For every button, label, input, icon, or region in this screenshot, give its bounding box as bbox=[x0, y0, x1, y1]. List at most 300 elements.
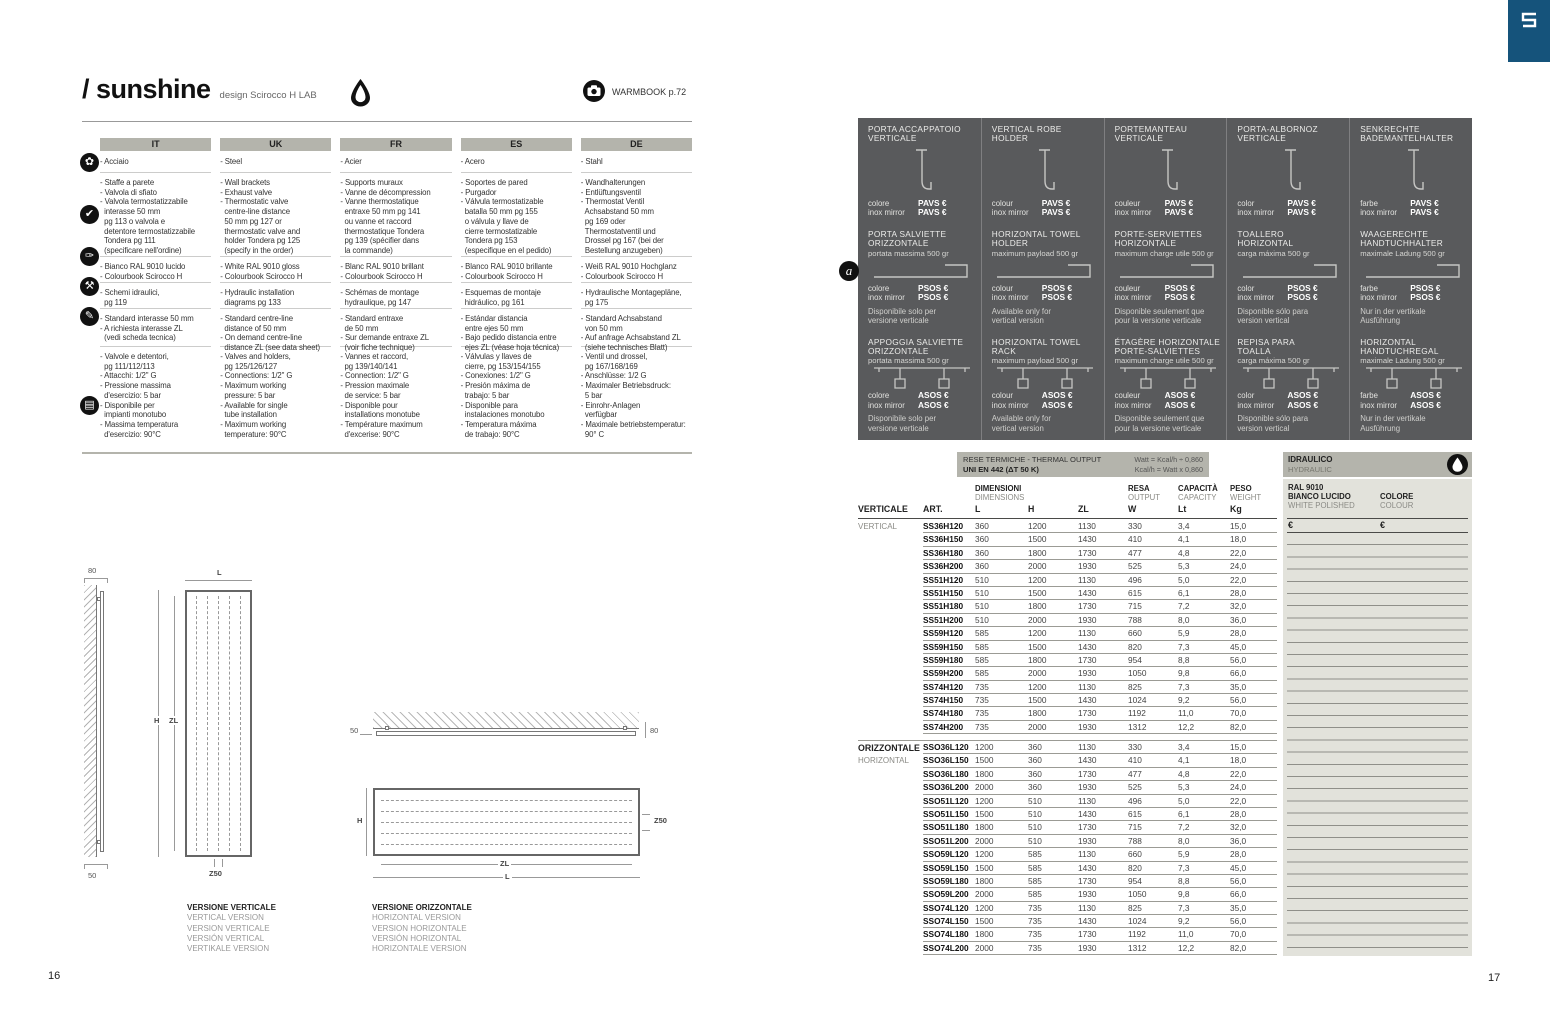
price-row-lines bbox=[1287, 533, 1468, 954]
accessory-note: Disponibile solo per versione verticale bbox=[868, 414, 937, 433]
spec-text-line: - Stahl bbox=[580, 157, 603, 166]
value-cell: 2000 bbox=[975, 835, 994, 846]
formula-kcal: Kcal/h = Watt x 0,860 bbox=[1134, 464, 1203, 474]
value-cell: 1930 bbox=[1078, 782, 1097, 793]
accessory-block bbox=[1360, 125, 1467, 218]
spec-text-line: - Thermostatic valve bbox=[220, 197, 289, 207]
spec-text-line: von 50 mm bbox=[580, 323, 623, 333]
value-cell: 1430 bbox=[1078, 587, 1097, 598]
spec-text-line: Bestellung anzugeben) bbox=[580, 245, 663, 255]
spec-text-line: pg 111/112/113 bbox=[100, 361, 155, 371]
value-cell: 496 bbox=[1128, 574, 1142, 585]
units-header-row bbox=[858, 504, 1277, 514]
water-drop-icon bbox=[349, 78, 372, 112]
spec-text-line: - Maximale betriebstemperatur: bbox=[580, 419, 686, 429]
table-row bbox=[923, 862, 1277, 875]
spec-text-line: - Esquemas de montaje bbox=[460, 288, 541, 297]
spec-section bbox=[100, 346, 211, 449]
value-cell: 66,0 bbox=[1230, 668, 1247, 679]
accessory-title: HORIZONTAL HANDTUCHREGAL bbox=[1360, 336, 1439, 357]
horizontal-rows bbox=[923, 741, 1277, 955]
accessory-price-row: color PAVS € bbox=[1237, 197, 1316, 208]
spec-text-line: 50 mm pg 127 or bbox=[220, 216, 282, 226]
spec-section bbox=[340, 346, 451, 449]
value-cell: 510 bbox=[1028, 822, 1042, 833]
accessory-price-row: inox mirror PAVS € bbox=[868, 207, 947, 218]
note-badge: a bbox=[839, 261, 859, 281]
accessory-capacity: carga máxima 500 gr bbox=[1237, 356, 1310, 366]
accessory-price-row: inox mirror PAVS € bbox=[1237, 207, 1316, 218]
thermal-norm: UNI EN 442 (ΔT 50 K) bbox=[963, 464, 1039, 474]
spec-text-line: - Acciaio bbox=[100, 157, 129, 166]
dim-line bbox=[185, 580, 252, 581]
value-cell: 1430 bbox=[1078, 641, 1097, 652]
value-cell: 1800 bbox=[975, 822, 994, 833]
spec-column-uk bbox=[220, 138, 331, 449]
value-cell: 585 bbox=[1028, 889, 1042, 900]
table-row bbox=[923, 754, 1277, 767]
value-cell: 585 bbox=[1028, 849, 1042, 860]
accessory-price-row: inox mirror PAVS € bbox=[1360, 207, 1439, 218]
spec-section bbox=[100, 172, 211, 256]
article-code: SSO51L150 bbox=[923, 808, 969, 819]
article-code: SS59H200 bbox=[923, 668, 964, 679]
spec-text-line: - Wandhalterungen bbox=[580, 178, 646, 187]
spec-column-es bbox=[461, 138, 572, 449]
dim-L: L bbox=[217, 568, 222, 577]
value-cell: 330 bbox=[1128, 742, 1142, 752]
accessory-note: Nur in der vertikale Ausführung bbox=[1360, 414, 1426, 433]
dim-Z50: Z50 bbox=[209, 869, 222, 878]
value-cell: 510 bbox=[975, 601, 989, 612]
spec-column-header: UK bbox=[220, 138, 331, 151]
spec-text-line: - Wall brackets bbox=[220, 178, 270, 187]
dim-80-right: 80 bbox=[650, 726, 659, 735]
article-code: SSO51L120 bbox=[923, 795, 969, 806]
value-cell: 1130 bbox=[1078, 574, 1096, 585]
steel-icon: ✿ bbox=[80, 153, 99, 172]
spec-text-line: - Pressione massima bbox=[100, 381, 171, 391]
spec-text-line: - Valvola termostatizzabile bbox=[100, 197, 188, 207]
spec-section bbox=[461, 256, 572, 282]
holder-icon bbox=[1115, 258, 1222, 284]
holder-icon bbox=[868, 258, 976, 284]
table-row bbox=[923, 560, 1277, 573]
spec-text-line: - Válvulas y llaves de bbox=[460, 352, 532, 361]
value-cell: 1312 bbox=[1128, 942, 1147, 953]
value-cell: 660 bbox=[1128, 849, 1142, 860]
value-cell: 35,0 bbox=[1230, 902, 1247, 913]
spec-text-line: hidráulico, pg 161 bbox=[460, 297, 525, 307]
value-cell: 1730 bbox=[1078, 768, 1097, 779]
table-row bbox=[923, 795, 1277, 808]
table-row bbox=[923, 641, 1277, 654]
value-cell: 615 bbox=[1128, 587, 1142, 598]
value-cell: 1930 bbox=[1078, 561, 1097, 572]
value-cell: 1200 bbox=[1028, 681, 1047, 692]
spec-text-line: distance ZL (see data sheet) bbox=[220, 343, 321, 353]
holder-icon bbox=[1237, 258, 1344, 284]
accessory-title: ÉTAGÈRE HORIZONTALE PORTE-SALVIETTES bbox=[1114, 336, 1221, 357]
spec-column-header: IT bbox=[100, 138, 211, 151]
accessory-price-row: colour PAVS € bbox=[991, 197, 1071, 208]
value-cell: 1130 bbox=[1078, 742, 1096, 752]
value-cell: 36,0 bbox=[1230, 835, 1247, 846]
colour-icon: ✑ bbox=[80, 247, 99, 266]
table-row bbox=[923, 520, 1277, 533]
value-cell: 18,0 bbox=[1230, 534, 1247, 545]
brand-logo-icon bbox=[1518, 10, 1540, 62]
spec-text-line: - Standard Achsabstand bbox=[580, 314, 662, 323]
spec-section bbox=[340, 308, 451, 353]
accessory-block bbox=[992, 125, 1099, 218]
spec-text-line: - Standard entraxe bbox=[340, 314, 404, 323]
value-cell: 735 bbox=[975, 695, 989, 706]
accessory-price-row: farbe PAVS € bbox=[1360, 197, 1439, 208]
article-code: SSO51L180 bbox=[923, 822, 969, 833]
spec-text-line: (specificare nell'ordine) bbox=[100, 245, 182, 255]
caption-line: VERSION VERTICALE bbox=[187, 923, 270, 933]
table-row bbox=[923, 694, 1277, 707]
value-cell: 22,0 bbox=[1230, 768, 1247, 779]
value-cell: 1500 bbox=[1028, 587, 1047, 598]
accessories-column-fr bbox=[1104, 118, 1227, 440]
accessory-price-row: farbe ASOS € bbox=[1360, 390, 1441, 401]
spec-section bbox=[581, 282, 692, 308]
accessory-price-row: inox mirror ASOS € bbox=[1114, 399, 1196, 410]
value-cell: 22,0 bbox=[1230, 795, 1247, 806]
value-cell: 525 bbox=[1128, 561, 1142, 572]
value-cell: 66,0 bbox=[1230, 889, 1247, 900]
caption-line: VERSIONE ORIZZONTALE bbox=[372, 903, 472, 912]
dim-80-top: 80 bbox=[88, 566, 97, 575]
value-cell: 5,3 bbox=[1178, 561, 1190, 572]
accessory-note: Available only for vertical version bbox=[991, 306, 1052, 326]
spec-text-line: (especifique en el pedido) bbox=[460, 245, 552, 255]
euro-symbol: € bbox=[1288, 520, 1294, 530]
value-cell: 4,1 bbox=[1178, 534, 1190, 545]
accessory-block bbox=[1237, 125, 1344, 218]
spec-text-line: - Vanne thermostatique bbox=[340, 197, 419, 207]
value-cell: 735 bbox=[1028, 916, 1042, 927]
value-cell: 1430 bbox=[1078, 755, 1097, 766]
value-cell: 12,2 bbox=[1178, 942, 1195, 953]
value-cell: 1730 bbox=[1078, 708, 1097, 719]
spec-text-line: 5 bar bbox=[580, 390, 603, 400]
accessory-title: HORIZONTAL TOWEL HOLDER bbox=[991, 228, 1081, 249]
value-cell: 8,0 bbox=[1178, 835, 1190, 846]
section-label-vertical-en: VERTICAL bbox=[858, 522, 897, 531]
spec-text-line: - Válvula termostatizable bbox=[460, 197, 544, 207]
col-group-dimensions: DIMENSIONI DIMENSIONS bbox=[975, 484, 1025, 502]
value-cell: 1500 bbox=[975, 862, 994, 873]
value-cell: 82,0 bbox=[1230, 942, 1247, 953]
value-cell: 1200 bbox=[1028, 521, 1047, 531]
spec-section bbox=[220, 172, 331, 256]
table-row bbox=[923, 587, 1277, 600]
value-cell: 5,9 bbox=[1178, 849, 1190, 860]
table-row bbox=[923, 627, 1277, 640]
table-row bbox=[923, 768, 1277, 781]
table-row bbox=[923, 600, 1277, 613]
spec-text-line: - Thermostat Ventil bbox=[580, 197, 645, 207]
accessory-price-row: inox mirror PSOS € bbox=[1114, 292, 1195, 303]
accessory-capacity: maximum charge utile 500 gr bbox=[1114, 356, 1214, 366]
table-row bbox=[923, 681, 1277, 694]
spec-text-line: - Attacchi: 1/2" G bbox=[100, 371, 157, 381]
spec-section bbox=[461, 346, 572, 449]
accessory-price-row: couleur ASOS € bbox=[1114, 390, 1196, 401]
value-cell: 2000 bbox=[1028, 721, 1047, 732]
spec-text-line: Thermostatventil und bbox=[580, 226, 656, 236]
vertical-side-panel bbox=[100, 591, 104, 852]
value-cell: 820 bbox=[1128, 862, 1142, 873]
spec-text-line: pg 169 oder bbox=[580, 216, 626, 226]
value-cell: 510 bbox=[1028, 808, 1042, 819]
spec-text-line: tube installation bbox=[220, 410, 277, 420]
spec-text-line: - Bajo pedido distancia entre bbox=[460, 333, 557, 343]
spec-text-line: - On demand centre-line bbox=[220, 333, 302, 343]
unit-header-cell: H bbox=[1028, 504, 1035, 514]
spec-text-line: - Soportes de pared bbox=[460, 178, 528, 187]
spec-section bbox=[220, 256, 331, 282]
warmbook-ref bbox=[583, 80, 686, 104]
warmbook-label: WARMBOOK p.72 bbox=[612, 87, 687, 97]
spec-text-line: - Auf anfrage Achsabstand ZL bbox=[580, 333, 681, 343]
spec-column-header: FR bbox=[340, 138, 451, 151]
spec-text-line: - Standard interasse 50 mm bbox=[100, 314, 194, 323]
col-group-output: RESA OUTPUT bbox=[1128, 484, 1161, 502]
rack-icon bbox=[1360, 365, 1467, 391]
table-row bbox=[923, 888, 1277, 901]
value-cell: 15,0 bbox=[1230, 521, 1247, 531]
spec-text-line: pg 125/126/127 bbox=[220, 361, 278, 371]
value-cell: 735 bbox=[975, 721, 989, 732]
holder-icon bbox=[1360, 258, 1467, 284]
product-title: / sunshine bbox=[82, 74, 211, 104]
accessory-price-row: colore PAVS € bbox=[868, 197, 947, 208]
value-cell: 1800 bbox=[1028, 654, 1047, 665]
accessory-price-row: inox mirror PAVS € bbox=[991, 207, 1071, 218]
value-cell: 330 bbox=[1128, 521, 1142, 531]
value-cell: 7,3 bbox=[1178, 641, 1190, 652]
spec-text-line: cierre termostatizable bbox=[460, 226, 538, 236]
rack-icon bbox=[1237, 365, 1344, 391]
spec-section bbox=[460, 308, 572, 353]
accessory-block bbox=[868, 125, 976, 218]
spec-text-line: - Acier bbox=[340, 157, 362, 166]
value-cell: 1730 bbox=[1078, 601, 1097, 612]
value-cell: 585 bbox=[975, 654, 989, 665]
article-code: SSO59L200 bbox=[923, 889, 969, 900]
value-cell: 1730 bbox=[1078, 929, 1097, 940]
spec-text-line: - Connections: 1/2" G bbox=[220, 371, 293, 381]
value-cell: 585 bbox=[975, 641, 989, 652]
pencil-icon: ✎ bbox=[80, 307, 99, 326]
col-group-weight: PESO WEIGHT bbox=[1230, 484, 1262, 502]
spec-text-line: distance of 50 mm bbox=[220, 323, 287, 333]
panel-tube-line bbox=[229, 596, 230, 851]
article-code: SSO36L150 bbox=[923, 755, 969, 766]
value-cell: 22,0 bbox=[1230, 547, 1247, 558]
value-cell: 820 bbox=[1128, 641, 1142, 652]
dim-50-bottom: 50 bbox=[88, 871, 97, 880]
value-cell: 56,0 bbox=[1230, 695, 1247, 706]
drop-icon bbox=[1447, 454, 1468, 480]
spec-text-line: thermostatic valve and bbox=[220, 226, 301, 236]
table-divider bbox=[858, 518, 1277, 519]
dim-H: H bbox=[154, 716, 160, 725]
spec-text-line: - Colourbook Scirocco H bbox=[460, 271, 543, 281]
spec-text-line: - Temperatura máxima bbox=[460, 419, 537, 429]
spec-text-line: pg 119 bbox=[100, 297, 127, 307]
spec-text-line: d'esercizio: 90°C bbox=[100, 429, 161, 439]
accessory-price-row: inox mirror PAVS € bbox=[1114, 207, 1194, 218]
value-cell: 410 bbox=[1128, 755, 1142, 766]
price-col-colour: COLORE COLOUR bbox=[1380, 492, 1414, 511]
value-cell: 1930 bbox=[1078, 942, 1097, 953]
value-cell: 24,0 bbox=[1230, 561, 1247, 572]
value-cell: 1200 bbox=[1028, 628, 1047, 639]
accessory-price-row: color ASOS € bbox=[1237, 390, 1319, 401]
spec-section bbox=[220, 308, 331, 353]
value-cell: 9,2 bbox=[1178, 916, 1190, 927]
value-cell: 6,1 bbox=[1178, 587, 1190, 598]
value-cell: 477 bbox=[1128, 547, 1142, 558]
value-cell: 22,0 bbox=[1230, 574, 1247, 585]
value-cell: 32,0 bbox=[1230, 822, 1247, 833]
spec-text-line: - Bianco RAL 9010 lucido bbox=[100, 262, 186, 271]
article-code: SS59H180 bbox=[923, 654, 964, 665]
value-cell: 7,2 bbox=[1178, 601, 1190, 612]
value-cell: 1800 bbox=[1028, 601, 1047, 612]
value-cell: 12,2 bbox=[1178, 721, 1195, 732]
spec-text-line: - Purgador bbox=[460, 187, 497, 197]
spec-section bbox=[100, 282, 211, 308]
accessory-capacity: portata massima 500 gr bbox=[868, 248, 949, 258]
spec-text-line: - Colourbook Scirocco H bbox=[220, 271, 303, 281]
hook-icon bbox=[1237, 144, 1344, 199]
product-header bbox=[82, 74, 317, 105]
article-code: SS51H200 bbox=[923, 614, 964, 625]
rack-icon bbox=[1115, 365, 1222, 391]
spec-section bbox=[461, 172, 572, 256]
value-cell: 1430 bbox=[1078, 862, 1097, 873]
value-cell: 7,2 bbox=[1178, 822, 1190, 833]
panel-tube-line bbox=[218, 596, 219, 851]
spec-text-line: - Valves and holders, bbox=[220, 352, 291, 361]
euro-symbol: € bbox=[1380, 520, 1386, 530]
value-cell: 28,0 bbox=[1230, 808, 1247, 819]
spec-text-line: entraxe 50 mm pg 141 bbox=[340, 207, 421, 217]
spec-text-line: - Weiß RAL 9010 Hochglanz bbox=[580, 262, 677, 271]
vertical-version-caption bbox=[187, 903, 276, 954]
value-cell: 360 bbox=[975, 521, 989, 531]
spec-text-line: - Disponible para bbox=[460, 400, 518, 410]
value-cell: 1312 bbox=[1128, 721, 1147, 732]
value-cell: 8,0 bbox=[1178, 614, 1190, 625]
value-cell: 4,8 bbox=[1178, 547, 1190, 558]
value-cell: 9,8 bbox=[1178, 889, 1190, 900]
spec-text-line: (voir fiche technique) bbox=[340, 343, 415, 353]
value-cell: 715 bbox=[1128, 601, 1142, 612]
article-code: SSO59L120 bbox=[923, 849, 969, 860]
value-cell: 735 bbox=[1028, 929, 1042, 940]
value-cell: 70,0 bbox=[1230, 708, 1247, 719]
spec-text-line: (siehe technisches Blatt) bbox=[580, 343, 668, 353]
table-row bbox=[923, 707, 1277, 720]
panel-tube-line bbox=[196, 596, 197, 851]
spec-text-line: interasse 50 mm bbox=[100, 207, 161, 217]
accessory-block bbox=[992, 230, 1099, 326]
unit-header-cell: ART. bbox=[923, 504, 943, 514]
accessory-title: PORTA ACCAPPATOIO VERTICALE bbox=[868, 124, 961, 144]
spec-text-line: Achsabstand 50 mm bbox=[580, 207, 654, 217]
accessory-capacity: maximale Ladung 500 gr bbox=[1360, 356, 1445, 366]
vertical-wall-hatch bbox=[84, 585, 97, 857]
value-cell: 2000 bbox=[1028, 668, 1047, 679]
vertical-rows bbox=[923, 520, 1277, 734]
value-cell: 585 bbox=[975, 628, 989, 639]
accessory-title: TOALLERO HORIZONTAL bbox=[1237, 228, 1294, 249]
value-cell: 2000 bbox=[975, 889, 994, 900]
value-cell: 660 bbox=[1128, 628, 1142, 639]
value-cell: 1930 bbox=[1078, 721, 1097, 732]
spec-text-line: - Acero bbox=[460, 157, 485, 166]
value-cell: 1500 bbox=[975, 916, 994, 927]
spec-text-line: de 50 mm bbox=[340, 323, 379, 333]
spec-text-line: - Colourbook Scirocco H bbox=[340, 271, 423, 281]
spec-text-line: - Estándar distancia bbox=[460, 314, 528, 323]
accessory-price-row: couleur PAVS € bbox=[1114, 197, 1194, 208]
spec-text-line: impianti monotubo bbox=[100, 410, 167, 420]
accessory-title: PORTEMANTEAU VERTICALE bbox=[1114, 124, 1188, 144]
value-cell: 954 bbox=[1128, 875, 1142, 886]
spec-text-line: - Connection: 1/2" G bbox=[340, 371, 409, 381]
unit-header-cell: W bbox=[1128, 504, 1137, 514]
value-cell: 70,0 bbox=[1230, 929, 1247, 940]
table-row bbox=[923, 574, 1277, 587]
accessory-price-row: farbe PSOS € bbox=[1360, 282, 1441, 293]
article-code: SS51H120 bbox=[923, 574, 964, 585]
value-cell: 788 bbox=[1128, 835, 1142, 846]
article-code: SSO74L150 bbox=[923, 916, 969, 927]
value-cell: 56,0 bbox=[1230, 916, 1247, 927]
accessory-title: PORTE-SERVIETTES HORIZONTALE bbox=[1114, 228, 1203, 249]
spec-text-line: - Presión máxima de bbox=[460, 381, 531, 391]
spec-text-line: Drossel pg 167 (bei der bbox=[580, 236, 664, 246]
spec-text-line: pressure: 5 bar bbox=[220, 390, 276, 400]
accessory-title: PORTA-ALBORNOZ VERTICALE bbox=[1237, 124, 1318, 144]
value-cell: 7,3 bbox=[1178, 681, 1190, 692]
accessory-price-row: inox mirror ASOS € bbox=[1237, 399, 1319, 410]
spec-text-line: diagrams pg 133 bbox=[220, 297, 281, 307]
spec-text-line: hydraulique, pg 147 bbox=[340, 297, 412, 307]
article-code: SS74H200 bbox=[923, 721, 964, 732]
brand-tab bbox=[1508, 0, 1550, 62]
accessories-column-de bbox=[1349, 118, 1472, 440]
spec-column-fr bbox=[340, 138, 451, 449]
spec-text-line: installations monotube bbox=[340, 410, 420, 420]
accessory-block bbox=[868, 230, 976, 326]
value-cell: 5,3 bbox=[1178, 782, 1190, 793]
spec-text-line: - Maximum working bbox=[220, 381, 287, 391]
accessory-block bbox=[992, 338, 1099, 434]
spec-text-line: (specify in the order) bbox=[220, 245, 294, 255]
hook-icon bbox=[1115, 144, 1222, 199]
table-row bbox=[923, 835, 1277, 848]
accessory-note: Disponibile solo per versione verticale bbox=[868, 306, 937, 326]
